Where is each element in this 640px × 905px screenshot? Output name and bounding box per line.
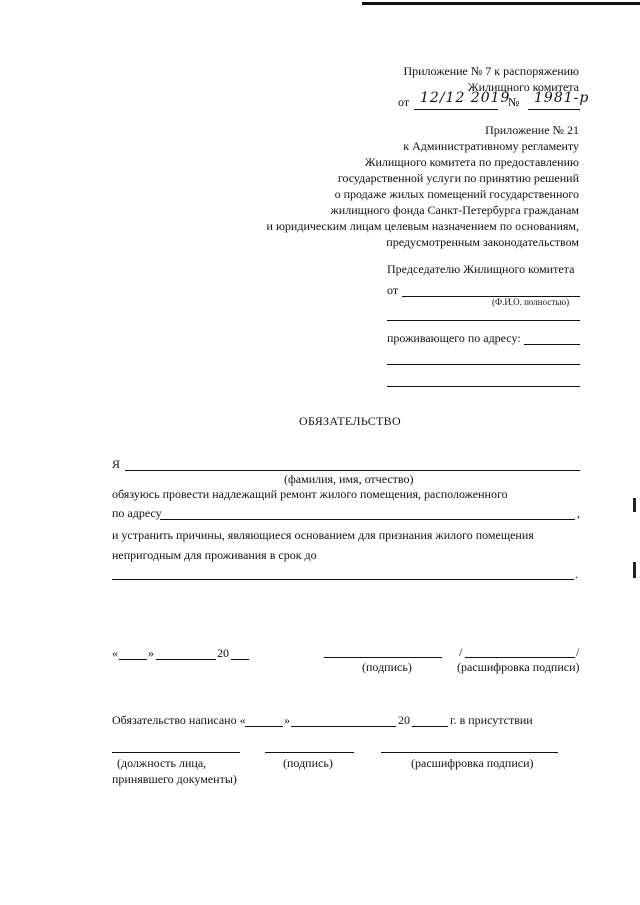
written-prefix: Обязательство написано « <box>112 713 246 727</box>
witness-signature-hint: (подпись) <box>283 756 333 770</box>
written-year-prefix: 20 <box>398 713 410 727</box>
sign-date-day-field[interactable] <box>119 659 147 660</box>
body-deadline-field[interactable] <box>112 579 574 580</box>
written-month-field[interactable] <box>291 726 396 727</box>
appendix7-line1: Приложение № 7 к распоряжению <box>403 64 579 78</box>
body-address-label: по адресу <box>112 506 162 520</box>
appendix7-num-line <box>528 109 580 110</box>
body-fio-hint: (фамилия, имя, отчество) <box>284 472 414 486</box>
addressee-address-field-3[interactable] <box>387 386 580 387</box>
addressee-from-label: от <box>387 283 399 297</box>
appendix21-line: Приложение № 21 <box>485 123 579 137</box>
sign-date-year-prefix: 20 <box>217 646 229 660</box>
addressee-to: Председателю Жилищного комитета <box>387 262 575 276</box>
appendix21-line: жилищного фонда Санкт-Петербурга гражданам <box>330 203 579 217</box>
body-line4: непригодным для проживания в срок до <box>112 548 317 562</box>
addressee-residing-label: проживающего по адресу: <box>387 331 521 345</box>
written-day-field[interactable] <box>245 726 283 727</box>
sign-date-quote-open: « <box>112 646 118 660</box>
scan-edge-mark <box>633 498 636 512</box>
appendix21-line: о продаже жилых помещений государственного <box>334 187 579 201</box>
written-suffix: г. в присутствии <box>450 713 533 727</box>
witness-decode-hint: (расшифровка подписи) <box>411 756 534 770</box>
sign-date-quote-close: » <box>148 646 154 660</box>
witness-position-field[interactable] <box>112 752 240 753</box>
witness-decode-field[interactable] <box>381 752 558 753</box>
decode-slash-left: / <box>459 645 463 659</box>
body-ya: Я <box>112 457 121 471</box>
addressee-address-field[interactable] <box>524 344 580 345</box>
decode-slash-right: / <box>576 645 580 659</box>
body-line3: и устранить причины, являющиеся основанием для признания жилого помещения <box>112 528 534 542</box>
addressee-address-field-2[interactable] <box>387 364 580 365</box>
signature-decode-field[interactable] <box>465 657 575 658</box>
body-address-field[interactable] <box>160 519 575 520</box>
appendix21-line: предусмотренным законодательством <box>386 235 579 249</box>
appendix7-num-label: № <box>508 95 520 109</box>
document-title: ОБЯЗАТЕЛЬСТВО <box>299 414 401 428</box>
appendix7-line2: Жилищного комитета <box>467 80 579 94</box>
body-dot: . <box>575 567 578 581</box>
appendix7-num-handwritten: 1981-р <box>534 90 590 106</box>
scan-edge-bar <box>362 2 640 5</box>
body-fio-field[interactable] <box>125 470 580 471</box>
appendix21-line: к Административному регламенту <box>403 139 579 153</box>
appendix21-line: государственной услуги по принятию решений <box>337 171 579 185</box>
appendix21-line: Жилищного комитета по предоставлению <box>364 155 579 169</box>
signature-field[interactable] <box>324 657 442 658</box>
witness-signature-field[interactable] <box>265 752 354 753</box>
appendix7-from-label: от <box>398 95 410 109</box>
written-year-field[interactable] <box>412 726 448 727</box>
sign-date-year-field[interactable] <box>231 659 249 660</box>
sign-date-month-field[interactable] <box>156 659 216 660</box>
appendix7-date-line <box>414 109 498 110</box>
witness-position-hint-2: принявшего документы) <box>112 772 237 786</box>
witness-position-hint: (должность лица, <box>117 756 207 770</box>
addressee-fio-field-2[interactable] <box>387 320 580 321</box>
body-line1: обязуюсь провести надлежащий ремонт жилого помещения, расположенного <box>112 487 508 501</box>
body-comma: , <box>577 506 580 520</box>
scan-edge-mark <box>633 562 636 578</box>
appendix7-date-handwritten: 12/12 2019 <box>420 90 511 106</box>
appendix21-line: и юридическим лицам целевым назначением по основаниям, <box>266 219 579 233</box>
written-quote-close: » <box>284 713 290 727</box>
signature-hint: (подпись) <box>362 660 412 674</box>
signature-decode-hint: (расшифровка подписи) <box>457 660 580 674</box>
addressee-fio-hint: (Ф.И.О. полностью) <box>492 297 570 307</box>
